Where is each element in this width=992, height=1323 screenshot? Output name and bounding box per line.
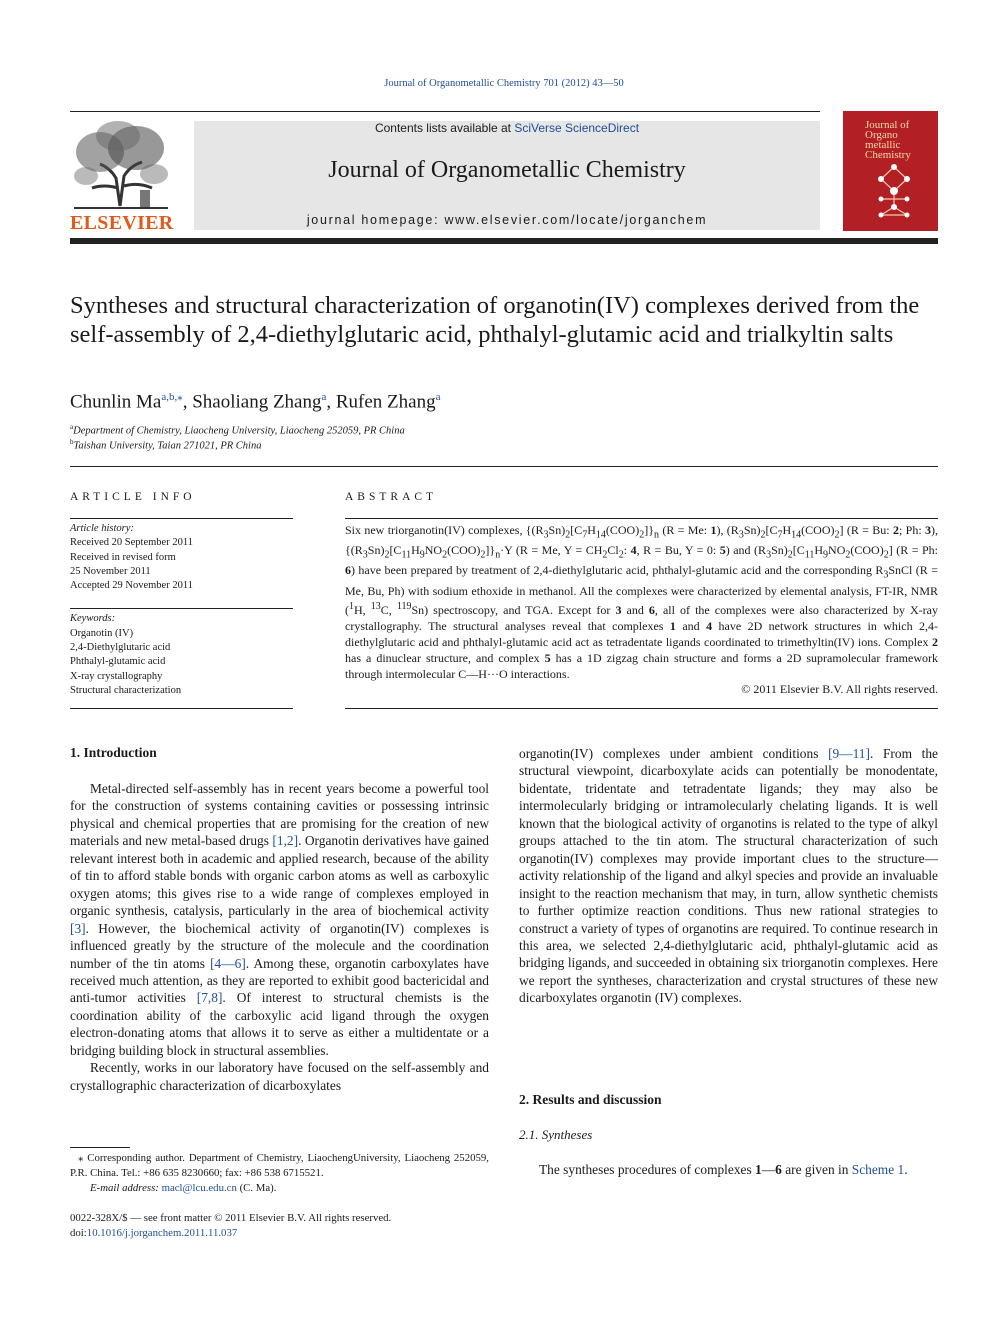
introduction-body: Metal-directed self-assembly has in recent years become a powerful tool for the construction of systems containing cavities or possessing intrinsic physical and chemical properties that are promising for the creation of new materials and new metal-based drugs [1,2]. Organotin derivatives have gained relevant interest both in academic and applied research, because of the ability of tin to afford stable bonds with organic carbon atoms as well as carboxylic oxygen atoms; this gives rise to a wide range of complexes employed in organic synthesis, catalysis, particularly in the area of biochemical activity [3]. However, the biochemical activity of organotin(IV) complexes is influenced greatly by the structure of the molecule and the coordination number of the tin atoms [4—6]. Among these, organotin carboxylates have received much attention, as they are reported to exhibit good bactericidal and anti-tumor activities [7,8]. Of interest to structural chemists is the coordination ability of the carboxylic acid ligand through the oxygen electron-donating atoms that allows it to serve as either a multidentate or a bridging building block in structural assemblies. Recently, works in our laboratory have focused on the self-assembly and crystallographic characterization of dicarboxylates: [70, 781, 490, 1093]
author-name: Shaoliang Zhang: [192, 391, 322, 413]
issn-line: 0022-328X/$ — see front matter © 2011 Elsevier B.V. All rights reserved.: [70, 1212, 392, 1224]
footnote-divider: [70, 1147, 130, 1148]
journal-citation[interactable]: Journal of Organometallic Chemistry 701 (2012) 43—50: [384, 78, 624, 89]
contents-prefix: Contents lists available at: [374, 121, 515, 135]
introduction-body-continued: organotin(IV) complexes under ambient conditions [9—11]. From the structural viewpoint, dicarboxylate acids can potentially be monodentate, bidentate, tridentate and tetradentate ligands; they may also be intermolecularly bridging or intramolecularly chelating ligands. It is well known that the biological activity of organotins is related to the type of alkyl groups attached to the tin atom. The structural characterization of such organotin(IV) complexes may provide important clues to the structure—activity relationship of the ligand and alkyl species and provide an invaluable insight to the reaction mechanism that may, in turn, allow synthetic chemists to further optimize reaction conditions. Thus new rational strategies to construct a variety of types of organotins are required. To continue research in this area, we selected 2,4-diethylglutaric acid, phthalyl-glutamic acid as bridging ligands, and succeeded in obtaining six triorganotin complexes. Here we report the syntheses, characterization and crystal structures of these new dicarboxylates organotin (IV) complexes.: [519, 746, 938, 1006]
section-heading-introduction: 1. Introduction: [70, 745, 157, 760]
keyword: Structural characterization: [70, 685, 182, 696]
history-item: Accepted 29 November 2011: [70, 580, 193, 591]
footnote: [70, 1151, 489, 1196]
keyword: Organotin (IV): [70, 628, 134, 639]
affiliation-mark: b: [70, 438, 74, 446]
affiliation: [70, 423, 405, 437]
author-name: Rufen Zhang: [335, 391, 436, 413]
article-info-heading: ARTICLE INFO: [70, 491, 196, 503]
doi-label: doi:: [70, 1227, 87, 1239]
keyword: 2,4-Diethylglutaric acid: [70, 642, 171, 653]
history-item: Received in revised form: [70, 552, 176, 563]
divider: [70, 518, 293, 519]
cover-molecule-graphic: [869, 159, 919, 225]
email-line: [70, 1181, 489, 1196]
keyword: Phthalyl-glutamic acid: [70, 656, 166, 667]
affiliation-text: Department of Chemistry, Liaocheng University, Liaocheng 252059, PR China: [73, 425, 405, 437]
divider: [70, 708, 293, 709]
divider: [70, 466, 938, 467]
homepage-link[interactable]: www.elsevier.com/locate/jorganchem: [444, 213, 708, 227]
divider: [70, 608, 293, 609]
abstract-heading: ABSTRACT: [345, 491, 438, 503]
doi-line: [70, 1227, 237, 1239]
subsection-heading-syntheses: 2.1. Syntheses: [519, 1127, 593, 1142]
syntheses-body: The syntheses procedures of complexes 1—6 are given in Scheme 1.: [539, 1162, 908, 1177]
history-label: Article history:: [70, 523, 134, 534]
author-affiliation-mark[interactable]: a: [435, 391, 441, 403]
header-thick-rule: [70, 238, 938, 244]
author-affiliation-mark[interactable]: a: [321, 391, 327, 403]
affiliation-mark: a: [70, 423, 74, 431]
author-list: Chunlin $Ma^{a,b,⁎}$, Shaoliang Zhang$^a$, Rufen Zhang$^a$: [70, 391, 441, 413]
section-heading-results: 2. Results and discussion: [519, 1092, 662, 1107]
affiliation-text: Taishan University, Taian 271021, PR China: [73, 440, 262, 452]
corresponding-author-note: ⁎ Corresponding author. Department of Chemistry, LiaochengUniversity, Liaocheng 252059, P.R. China. Tel.: +86 635 8230660; fax: +86 538 6715521.: [70, 1152, 489, 1179]
header-rule: [70, 111, 820, 112]
journal-cover: [843, 111, 938, 231]
email-label: E-mail address:: [90, 1182, 159, 1194]
abstract-body: Six new triorganotin(IV) complexes, $\{(R_3Sn)_2[C_7H_{14}(COO)_2]\}_n$ (R = Me: 1), $(R_3Sn)_2[C_7H_{14}(COO)_2] (R = Bu$: 2; Ph: 3), $\{(R_3Sn)_2[C_{11}H_9NO_2(COO)_2]\}_n\cdot Y$ (R = Me, $Y = CH_2Cl_2$: 4, R = Bu, Y = 0: 5) and $(R_3Sn)_2[C_{11}H_9NO_2(COO)_2] (R = Ph$: 6) have been prepared by treatment of 2,4-diethylglutaric acid, phthalyl-glutamic acid and the corresponding $R_3SnCl$ (R = Me, Bu, Ph) with sodium ethoxide in methanol. All the complexes were characterized by elemental analysis, FT-IR, NMR ($^1$H, $^{13}$C, $^{119}$Sn) spectroscopy, and TGA. Except for 3 and 6, all of the complexes were also characterized by X-ray crystallography. The structural analyses reveal that complexes 1 and 4 have 2D network structures in which 2,4-diethylglutaric acid and phthalyl-glutamic acid act as tetradentate ligands coordinated to trimethyltin(IV) ions. Complex 2 has a dinuclear structure, and complex 5 has a 1D zigzag chain structure and forms a 2D supramolecular framework through intermolecular C—H···O interactions.: [345, 523, 939, 681]
journal-title: Journal of Organometallic Chemistry: [328, 157, 686, 183]
cover-title: Journal of Organo metallic Chemistry: [865, 119, 911, 161]
history-item: 25 November 2011: [70, 566, 151, 577]
homepage-line: [194, 213, 820, 227]
copyright-line: © 2011 Elsevier B.V. All rights reserved.: [741, 682, 938, 696]
author-name: Chunlin Ma: [70, 391, 162, 413]
divider: [345, 518, 938, 519]
contents-line: [194, 121, 820, 135]
sciencedirect-link[interactable]: SciVerse ScienceDirect: [514, 121, 640, 135]
keyword: X-ray crystallography: [70, 671, 163, 682]
author-affiliation-mark[interactable]: a,b,⁎: [161, 391, 183, 403]
doi-link[interactable]: 10.1016/j.jorganchem.2011.11.037: [86, 1227, 238, 1239]
homepage-prefix: journal homepage:: [306, 213, 445, 227]
email-suffix: (C. Ma).: [239, 1182, 277, 1194]
divider: [345, 708, 938, 709]
affiliation: [70, 438, 261, 452]
history-item: Received 20 September 2011: [70, 537, 193, 548]
elsevier-wordmark: ELSEVIER: [70, 212, 174, 234]
email-link[interactable]: macl@lcu.edu.cn: [161, 1182, 237, 1194]
article-title: Syntheses and structural characterization of organotin(IV) complexes derived from the self-assembly of 2,4-diethylglutaric acid, phthalyl-glutamic acid and trialkyltin salts: [70, 292, 920, 348]
keywords-label: Keywords:: [70, 613, 116, 624]
